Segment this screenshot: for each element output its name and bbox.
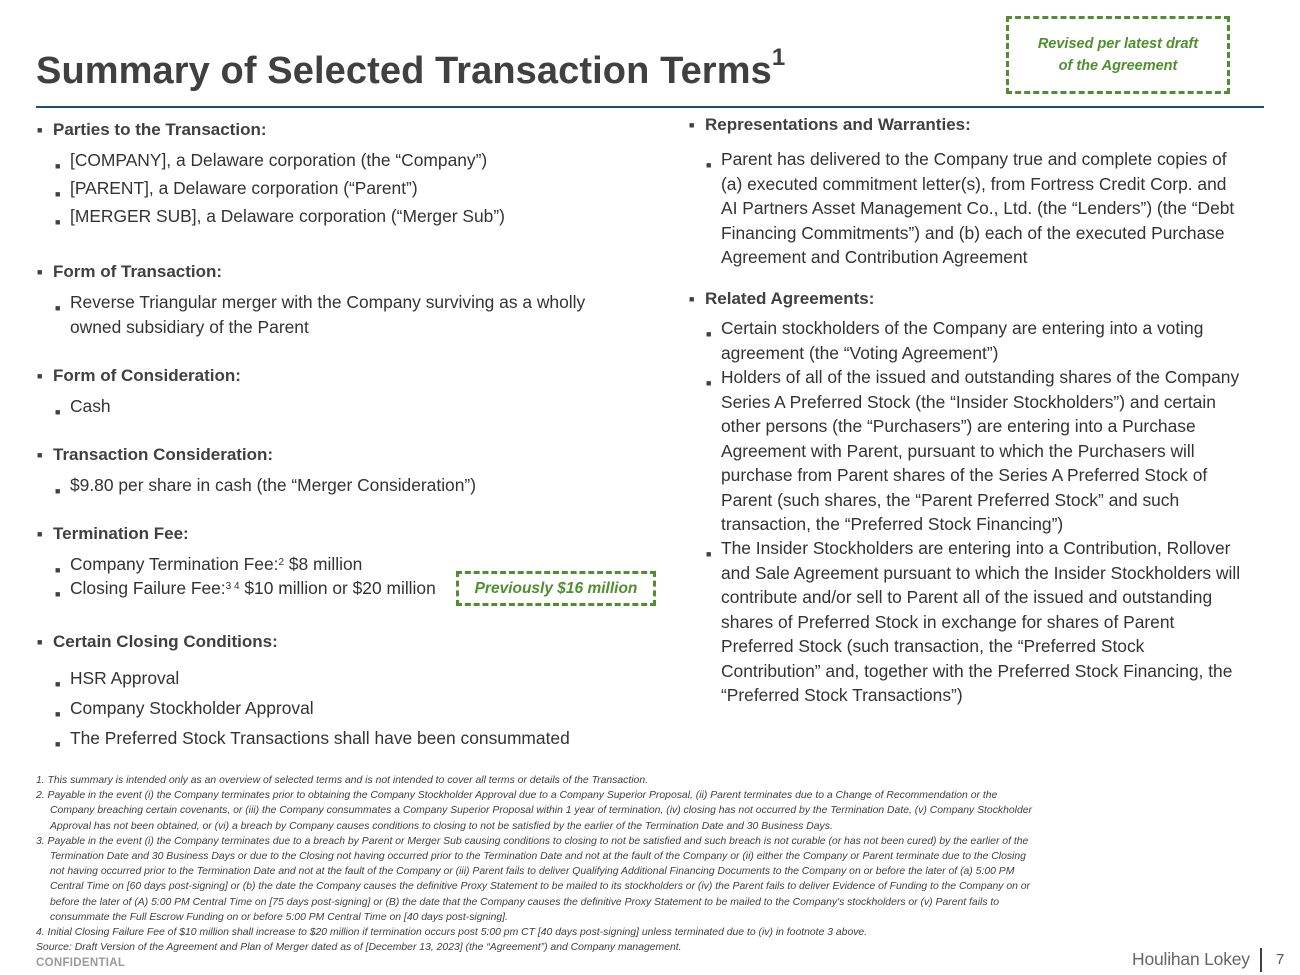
footnote-line: Termination Date and 30 Business Days or due to the Closing not having occurred prior to the Termination Date and not at the fault of the Company or (ii) either the Company or Parent terminate due to the Closing xyxy=(50,851,1026,863)
footnote-line: consummate the Full Escrow Funding on or before 5:00 PM Central Time on [40 days post-signing]. xyxy=(50,911,508,923)
party-item: ■ [PARENT], a Delaware corporation (“Parent”) xyxy=(70,176,418,201)
footnote-line: not having occurred prior to the Termination Date and not at the fault of the Company or (iii) Parent fails to deliver Qualifying Additional Financing Documents to the Company on or before the later of (a) 5:00 PM xyxy=(50,866,1015,878)
party-item: ■ [COMPANY], a Delaware corporation (the “Company”) xyxy=(70,148,487,173)
confidential-label: CONFIDENTIAL xyxy=(36,957,126,969)
form-line: ■ Reverse Triangular merger with the Company surviving as a wholly xyxy=(70,292,586,312)
reps-item: ■ Parent has delivered to the Company true and complete copies of (a) executed commitment letter(s), from Fortress Credit Corp. and AI Partners Asset Management Co., Ltd. (the “Lenders”) (the “Debt Financing Commitments”) and (b) each of the executed Purchase Agreement and Contribution Agreement xyxy=(721,147,1266,270)
form-line: owned subsidiary of the Parent xyxy=(70,316,309,337)
related-item-contribution: ■ The Insider Stockholders are entering into a Contribution, Rollover and Sale Agreement pursuant to which the Insider Stockholders will contribute and/or sell to Parent all of the issued and outstanding shares of Preferred Stock in exchange for shares of Parent Preferred Stock (such transaction, the “Preferred Stock Contribution” and, together with the Preferred Stock Financing, the “Preferred Stock Transactions”) xyxy=(721,536,1266,708)
party-item: ■ [MERGER SUB], a Delaware corporation (“Merger Sub”) xyxy=(70,204,505,229)
form-heading: ■ Form of Transaction: xyxy=(53,262,222,282)
closing-condition-item: ■ The Preferred Stock Transactions shall have been consummated xyxy=(70,726,570,751)
revised-note-line: of the Agreement xyxy=(1058,58,1178,74)
revised-note-line: Revised per latest draft xyxy=(1037,36,1199,52)
footnote-line: Approval has not been obtained, or (vi) a breach by Company causes conditions to closing to not be satisfied by the earlier of the Termination Date and 30 Business Days. xyxy=(50,820,833,832)
consideration-item: ■ Cash xyxy=(70,394,111,419)
previously-note-box: Previously $16 million xyxy=(456,571,656,606)
revised-note-box xyxy=(1006,16,1230,94)
source-line: Source: Draft Version of the Agreement and Plan of Merger dated as of [December 13, 2023] (the “Agreement”) and Company management. xyxy=(36,942,682,954)
footnotes xyxy=(36,773,1266,955)
footnote-line: Company breaching certain covenants, or (iii) the Company consummates a Company Superior Proposal within 1 year of termination, (iv) closing has not occurred by the Termination Date, (v) Company Stockholder xyxy=(50,805,1032,817)
footer-divider xyxy=(1260,948,1262,972)
title-divider xyxy=(36,106,1264,108)
closing-failure-fee: ■ Closing Failure Fee:$^{3 4}$ $10 million or $20 million xyxy=(70,576,436,601)
footnote-line: before the later of (A) 5:00 PM Central Time on [75 days post-signing] or (B) the date that the Company causes the definitive Proxy Statement to be mailed to the Company's stockholders or (v) Parent fails to xyxy=(50,896,1000,908)
title-footnote-ref: 1 xyxy=(771,44,786,71)
transaction-consideration-heading: ■ Transaction Consideration: xyxy=(53,445,273,465)
termination-heading: ■ Termination Fee: xyxy=(53,524,189,544)
reps-heading: ■ Representations and Warranties: xyxy=(705,115,971,135)
page-title: Summary of Selected Transaction Terms$^1$ xyxy=(36,44,786,92)
parties-heading: ■ Parties to the Transaction: xyxy=(53,120,267,140)
closing-condition-item: ■ Company Stockholder Approval xyxy=(70,696,314,721)
closing-conditions-heading: ■ Certain Closing Conditions: xyxy=(53,632,278,652)
closing-condition-item: ■ HSR Approval xyxy=(70,666,179,691)
page-number: 7 xyxy=(1276,951,1285,968)
footnote-line: 2. Payable in the event (i) the Company terminates prior to obtaining the Company Stockholder Approval due to a Company Superior Proposal, (ii) Parent terminates due to a Change of Recommendation or the xyxy=(36,790,998,802)
transaction-consideration-item: ■ $9.80 per share in cash (the “Merger Consideration”) xyxy=(70,473,476,498)
company-logo: Houlihan Lokey xyxy=(1132,949,1250,969)
footnote-line: 4. Initial Closing Failure Fee of $10 million shall increase to $20 million if termination occurs post 5:00 pm CT [40 days post-signing] unless terminated due to (iv) in footnote 3 above. xyxy=(36,927,868,939)
related-item-purchase: ■ Holders of all of the issued and outstanding shares of the Company Series A Preferred Stock (the “Insider Stockholders”) and certain other persons (the “Purchasers”) are entering into a Purchase Agreement with Parent, pursuant to which the Purchasers will purchase from Parent shares of the Series A Preferred Stock of Parent (such shares, the “Parent Preferred Stock” and such transaction, the “Preferred Stock Financing”) xyxy=(721,365,1266,537)
footnote-line: 1. This summary is intended only as an overview of selected terms and is not intended to cover all terms or details of the Transaction. xyxy=(36,775,648,786)
related-heading: ■ Related Agreements: xyxy=(705,289,874,309)
company-termination-fee: ■ Company Termination Fee:$^2$ $8 million xyxy=(70,552,362,577)
consideration-heading: ■ Form of Consideration: xyxy=(53,366,241,386)
related-item-voting: ■ Certain stockholders of the Company are entering into a voting agreement (the “Voting Agreement”) xyxy=(721,316,1266,365)
footnote-line: Central Time on [60 days post-signing] or (b) the date the Company causes the definitive Proxy Statement to be mailed to its stockholders or (iv) the Parent fails to deliver Evidence of Funding to the Company on or xyxy=(50,881,1031,893)
form-item xyxy=(70,290,630,339)
footnote-line: 3. Payable in the event (i) the Company terminates due to a breach by Parent or Merger Sub causing conditions to closing to not be satisfied and such breach is not curable (or has not been cured) by the earlier of the xyxy=(36,835,1029,847)
